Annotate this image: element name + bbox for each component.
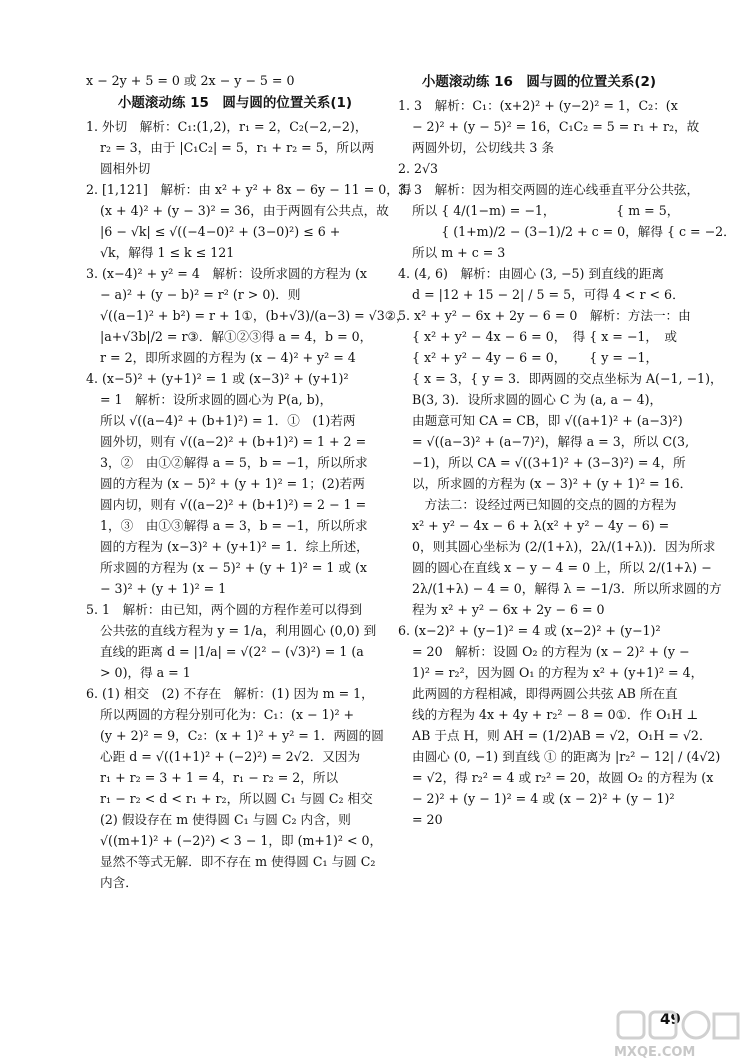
answer-text-line: 此两圆的方程相减，即得两圆公共弦 AB 所在直	[412, 686, 678, 701]
answer-text-line: √k，解得 1 ≤ k ≤ 121	[100, 245, 235, 260]
answer-text-line: 心距 d = √((1+1)² + (−2)²) = 2√2．又因为	[100, 749, 361, 764]
watermark-text: MXQE.COM	[614, 1045, 696, 1060]
answer-text-line: r = 2，即所求圆的方程为 (x − 4)² + y² = 4	[100, 350, 356, 365]
answer-text-line: 内含．	[100, 875, 138, 890]
answer-text-line: 1，③ 由①③解得 a = 3，b = −1，所以所求	[100, 518, 368, 533]
answer-text-line: 线的方程为 4x + 4y + r₂² − 8 = 0①．作 O₁H ⊥	[412, 707, 699, 722]
answer-text-line: { (1+m)/2 − (3−1)/2 + c = 0，解得 { c = −2．	[412, 224, 736, 239]
answer-text-line: − 2)² + (y − 5)² = 16，C₁C₂ = 5 = r₁ + r₂，故	[412, 119, 700, 134]
answer-text-line: 圆内切，则有 √((a−2)² + (b+1)²) = 2 − 1 =	[100, 497, 367, 512]
answer-text-line: { x² + y² − 4y − 6 = 0， { y = −1，	[412, 350, 659, 365]
answer-text-line: (x + 4)² + (y − 3)² = 36，由于两圆有公共点，故	[100, 203, 389, 218]
answer-text-line: |a+√3b|/2 = r③．解①②③得 a = 4，b = 0，	[100, 329, 373, 344]
answer-text-line: 以，所求圆的方程为 (x − 3)² + (y + 1)² = 16．	[412, 476, 693, 491]
answer-text-line: = 20	[412, 812, 443, 827]
answer-text-line: 所以 √((a−4)² + (b+1)²) = 1．① (1)若两	[100, 413, 356, 428]
answer-item: 3. (x−4)² + y² = 4 解析：设所求圆的方程为 (x	[86, 266, 367, 281]
answer-text-line: 圆的圆心在直线 x − y − 4 = 0 上，所以 2/(1+λ) −	[412, 560, 712, 575]
answer-item: 5. 1 解析：由已知，两个圆的方程作差可以得到	[86, 602, 362, 617]
answer-text-line: 所以两圆的方程分别可化为：C₁：(x − 1)² +	[100, 707, 355, 722]
answer-text-line: = 1 解析：设所求圆的圆心为 P(a, b)，	[100, 392, 333, 407]
watermark	[614, 1008, 742, 1060]
answer-text-line: x² + y² − 4x − 6 + λ(x² + y² − 4y − 6) =	[412, 518, 670, 533]
answer-text-line: 两圆外切，公切线共 3 条	[412, 140, 554, 155]
answer-text-line: x − 2y + 5 = 0 或 2x − y − 5 = 0	[86, 73, 295, 88]
answer-text-line: − a)² + (y − b)² = r² (r > 0)．则	[100, 287, 301, 302]
answer-text-line: 所以 m + c = 3	[412, 245, 506, 260]
answer-text-line: |6 − √k| ≤ √((−4−0)² + (3−0)²) ≤ 6 +	[100, 224, 341, 239]
answer-text-line: 所以 { 4/(1−m) = −1， { m = 5，	[412, 203, 680, 218]
answer-text-line: (y + 2)² = 9，C₂：(x + 1)² + y² = 1．两圆的圆	[100, 728, 384, 743]
answer-text-line: 圆相外切	[100, 161, 151, 176]
answer-item: 6. (1) 相交 (2) 不存在 解析：(1) 因为 m = 1，	[86, 686, 374, 701]
answer-text-line: 3，② 由①②解得 a = 5，b = −1，所以所求	[100, 455, 368, 470]
answer-item: 1. 外切 解析：C₁:(1,2)，r₁ = 2，C₂(−2,−2)，	[86, 119, 368, 134]
answer-item: 5. x² + y² − 6x + 2y − 6 = 0 解析：方法一：由	[398, 308, 691, 323]
answer-text-line: 1)² = r₂²，因为圆 O₁ 的方程为 x² + (y+1)² = 4，	[412, 665, 704, 680]
answer-text-line: 方法二：设经过两已知圆的交点的圆的方程为	[412, 497, 677, 512]
answer-item: 2. 2√3	[398, 161, 439, 176]
section-heading: 小题滚动练 16 圆与圆的位置关系(2)	[421, 74, 657, 90]
answer-text-line: = √((a−3)² + (a−7)²)，解得 a = 3，所以 C(3,	[412, 434, 690, 449]
answer-item: 1. 3 解析：C₁：(x+2)² + (y−2)² = 1，C₂：(x	[398, 98, 678, 113]
answer-text-line: − 3)² + (y + 1)² = 1	[100, 581, 227, 596]
answer-item: 4. (4, 6) 解析：由圆心 (3, −5) 到直线的距离	[398, 266, 665, 281]
left-column	[86, 70, 412, 893]
page-number: 49	[660, 1010, 681, 1028]
answer-text-line: B(3, 3)．设所求圆的圆心 C 为 (a, a − 4)，	[412, 392, 663, 407]
answer-text-line: { x = 3，{ y = 3．即两圆的交点坐标为 A(−1, −1)，	[412, 371, 723, 386]
answer-text-line: 0，则其圆心坐标为 (2/(1+λ)，2λ/(1+λ))．因为所求	[412, 539, 716, 554]
answer-item: 3. 3 解析：因为相交两圆的连心线垂直平分公共弦，	[398, 182, 700, 197]
answer-text-line: 显然不等式无解．即不存在 m 使得圆 C₁ 与圆 C₂	[100, 854, 376, 869]
answer-item: 6. (x−2)² + (y−1)² = 4 或 (x−2)² + (y−1)²	[398, 623, 661, 638]
answer-text-line: { x² + y² − 4x − 6 = 0， 得 { x = −1， 或	[412, 329, 677, 344]
answer-item: 4. (x−5)² + (y+1)² = 1 或 (x−3)² + (y+1)²	[86, 371, 349, 386]
answer-text-line: (2) 假设存在 m 使得圆 C₁ 与圆 C₂ 内含，则	[100, 812, 351, 827]
answer-text-line: 2λ/(1+λ) − 4 = 0，解得 λ = −1/3．所以所求圆的方	[412, 581, 722, 596]
answer-text-line: 公共弦的直线方程为 y = 1/a，利用圆心 (0,0) 到	[100, 623, 377, 638]
answer-text-line: √((m+1)² + (−2)²) < 3 − 1，即 (m+1)² < 0，	[100, 833, 383, 848]
answer-text-line: > 0)，得 a = 1	[100, 665, 191, 680]
answer-text-line: 程为 x² + y² − 6x + 2y − 6 = 0	[412, 602, 605, 617]
answer-text-line: 所求圆的方程为 (x − 5)² + (y + 1)² = 1 或 (x	[100, 560, 368, 575]
answer-text-line: d = |12 + 15 − 2| / 5 = 5，可得 4 < r < 6．	[412, 287, 685, 302]
answer-text-line: 圆的方程为 (x−3)² + (y+1)² = 1．综上所述，	[100, 539, 369, 554]
answer-text-line: 圆的方程为 (x − 5)² + (y + 1)² = 1；(2)若两	[100, 476, 365, 491]
answer-item: 2. [1,121] 解析：由 x² + y² + 8x − 6y − 11 = 0，得	[86, 182, 412, 197]
answer-text-line: AB 于点 H，则 AH = (1/2)AB = √2，O₁H = √2．	[412, 728, 712, 743]
answer-text-line: 由圆心 (0, −1) 到直线 ① 的距离为 |r₂² − 12| / (4√2)	[412, 749, 721, 764]
answer-text-line: = 20 解析：设圆 O₂ 的方程为 (x − 2)² + (y −	[412, 644, 690, 659]
answer-text-line: −1)，所以 CA = √((3+1)² + (3−3)²) = 4，所	[412, 455, 686, 470]
answer-text-line: r₁ − r₂ < d < r₁ + r₂，所以圆 C₁ 与圆 C₂ 相交	[100, 791, 373, 806]
answer-text-line: − 2)² + (y − 1)² = 4 或 (x − 2)² + (y − 1)²	[412, 791, 675, 806]
answer-watermark-logo-icon	[614, 1008, 742, 1042]
answer-text-line: 由题意可知 CA = CB，即 √((a+1)² + (a−3)²)	[412, 413, 683, 428]
answer-text-line: 直线的距离 d = |1/a| = √(2² − (√3)²) = 1 (a	[100, 644, 364, 659]
answer-text-line: r₂ = 3，由于 |C₁C₂| = 5，r₁ + r₂ = 5，所以两	[100, 140, 375, 155]
answer-text-line: r₁ + r₂ = 3 + 1 = 4，r₁ − r₂ = 2，所以	[100, 770, 339, 785]
answer-text-line: 圆外切，则有 √((a−2)² + (b+1)²) = 1 + 2 =	[100, 434, 367, 449]
section-heading: 小题滚动练 15 圆与圆的位置关系(1)	[117, 95, 353, 111]
right-column	[398, 70, 736, 830]
answer-text-line: = √2，得 r₂² = 4 或 r₂² = 20，故圆 O₂ 的方程为 (x	[412, 770, 714, 785]
answer-text-line: √((a−1)² + b²) = r + 1①，(b+√3)/(a−3) = √3②，	[100, 308, 409, 323]
